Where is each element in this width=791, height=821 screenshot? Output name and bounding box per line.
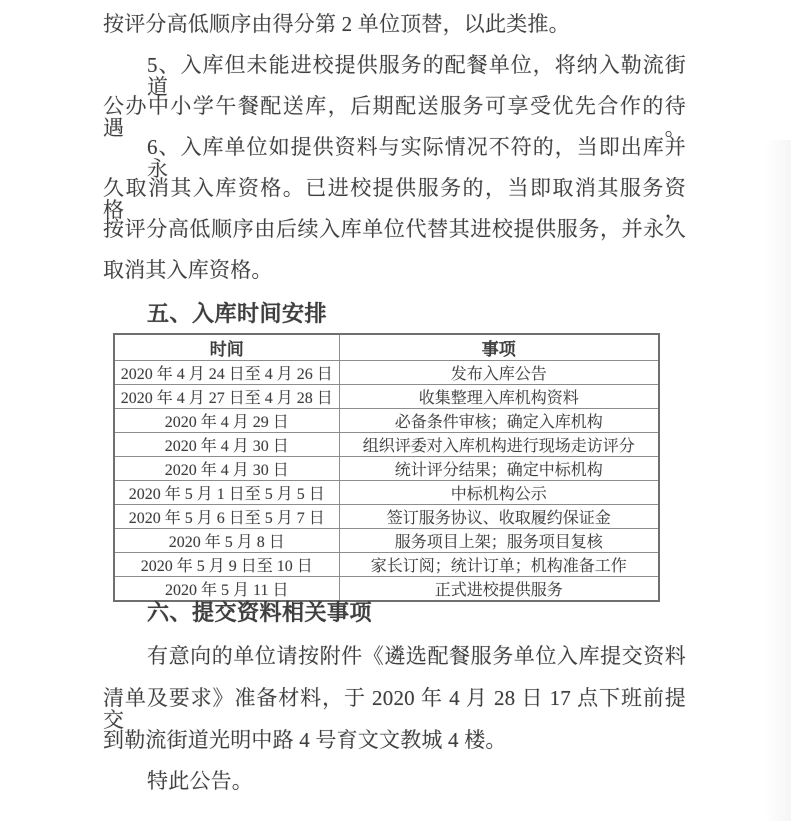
event-cell: 正式进校提供服务 [339,577,659,602]
table-header-row [114,334,659,361]
table-row [114,457,659,481]
time-cell: 2020 年 5 月 1 日至 5 月 5 日 [114,481,339,505]
closing-line: 特此公告。 [147,769,253,793]
event-cell: 中标机构公示 [339,481,659,505]
event-cell: 家长订阅；统计订单；机构准备工作 [339,553,659,577]
paragraph-line: 取消其入库资格。 [103,258,273,282]
time-cell: 2020 年 5 月 11 日 [114,577,339,602]
event-column-header: 事项 [339,334,659,361]
event-cell: 组织评委对入库机构进行现场走访评分 [339,433,659,457]
paragraph-line: 按评分高低顺序由后续入库单位代替其进校提供服务，并永久 [103,217,686,241]
time-cell: 2020 年 4 月 27 日至 4 月 28 日 [114,385,339,409]
table-row [114,529,659,553]
time-cell: 2020 年 5 月 6 日至 5 月 7 日 [114,505,339,529]
time-cell: 2020 年 4 月 30 日 [114,457,339,481]
paragraph-line: 有意向的单位请按附件《遴选配餐服务单位入库提交资料 [147,644,686,668]
table-row [114,361,659,385]
paragraph-line: 久取消其入库资格。已进校提供服务的，当即取消其服务资格， [103,176,686,222]
time-cell: 2020 年 4 月 24 日至 4 月 26 日 [114,361,339,385]
table-row [114,505,659,529]
schedule-table [113,333,660,602]
time-column-header: 时间 [114,334,339,361]
paragraph-line: 5、入库但未能进校提供服务的配餐单位，将纳入勒流街道 [147,53,686,99]
event-cell: 收集整理入库机构资料 [339,385,659,409]
scan-edge-shadow [765,140,791,821]
paragraph-line: 清单及要求》准备材料，于 2020 年 4 月 28 日 17 点下班前提交 [103,686,686,732]
table-row [114,433,659,457]
time-cell: 2020 年 4 月 30 日 [114,433,339,457]
section-5-heading: 五、入库时间安排 [147,301,328,326]
event-cell: 签订服务协议、收取履约保证金 [339,505,659,529]
event-cell: 必备条件审核；确定入库机构 [339,409,659,433]
paragraph-line: 到勒流街道光明中路 4 号育文文教城 4 楼。 [103,728,507,752]
section-6-heading: 六、提交资料相关事项 [147,600,373,625]
table-row [114,577,659,602]
event-cell: 发布入库公告 [339,361,659,385]
table-row [114,553,659,577]
time-cell: 2020 年 4 月 29 日 [114,409,339,433]
table-row [114,481,659,505]
table-row [114,409,659,433]
event-cell: 统计评分结果；确定中标机构 [339,457,659,481]
paragraph-line: 6、入库单位如提供资料与实际情况不符的，当即出库并永 [147,135,686,181]
time-cell: 2020 年 5 月 8 日 [114,529,339,553]
paragraph-line: 公办中小学午餐配送库，后期配送服务可享受优先合作的待遇。 [103,94,686,140]
paragraph-line: 按评分高低顺序由得分第 2 单位顶替，以此类推。 [103,12,570,36]
table-row [114,385,659,409]
event-cell: 服务项目上架；服务项目复核 [339,529,659,553]
time-cell: 2020 年 5 月 9 日至 10 日 [114,553,339,577]
